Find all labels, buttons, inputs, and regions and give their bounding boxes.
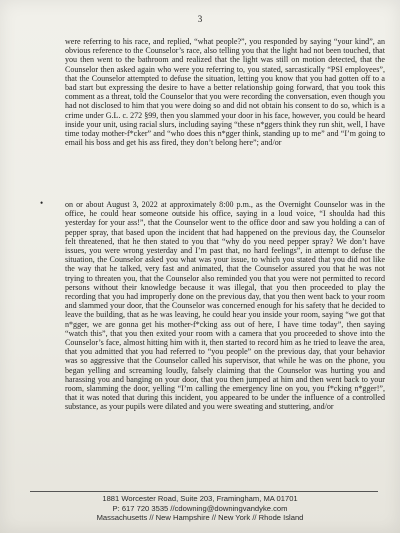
list-bullet: •	[40, 198, 44, 208]
body-paragraph-1: were referring to his race, and replied, “what people?”, you responded by saying “your kind”, an obvious reference to the Counselor’s race, also telling you that the light had not been touched, that you then went to the bathroom and realized that the light was still on motion detected, that the Counselor then asked again who were you referring to, you stated, sarcastically “PSI employees”, that the Counselor attempted to defuse the situation, letting you know that you had gotten off to a bad start but expressing the desire to have a better relationship going forward, that you took this comment as a threat, told the Counselor that you were recording the conversation, even though you had not disclosed to him that you were doing so and did not obtain his consent to do so, which is a crime under G.L. c. 272 §99, then you slammed your door in his face, however, you could be heard inside your unit, using racial slurs, including saying “these n*ggers think they run shit, well, I have time today mother-f*cker” and “who does this n*gger think, standing up to me” and “I’m going to email his boss and get his ass fired, they don’t belong here”; and/or	[65, 37, 385, 148]
page-number: 3	[197, 14, 203, 24]
body-paragraph-2: on or about August 3, 2022 at approximately 8:00 p.m., as the Overnight Counselor was in the office, he could hear someone outside his office, saying in a loud voice, “I shoulda had this yesterday for your ass!”, that the Counselor went to the office door and saw you holding a can of pepper spray, that based upon the incident that had happened on the previous day, the Counselor felt threatened, that he then stated to you that “why do you need pepper spray? We don’t have issues, you were wrong yesterday and I’m past that, no hard feelings”, in attempt to defuse the situation, the Counselor asked you what was your issue, to which you stated that you did not like the way that he talked, very fast and animated, that the Counselor assured you that he was not trying to threaten you, that the Counselor also reminded you that you were not permitted to record persons without their knowledge because it was illegal, that you then proceeded to play the recording that you had improperly done on the previous day, that you then went back to your room and slammed your door, that the Counselor was concerned enough for his safety that he decided to leave the building, that as he was leaving, he could hear you inside your room, saying “we got that n*gger, we are gonna get his mother-f*cking ass out of here, I have time today”, then saying “watch this”, that you then exited your room with a camera that you proceeded to shove into the Counselor’s face, almost hitting him with it, then started to record him as he tried to leave the area, that you admitted that you had referred to “you people” on the previous day, that your behavior was so aggressive that the Counselor called his supervisor, that while he was on the phone, you began yelling and screaming loudly, falsely claiming that the Counselor was hurting you and harassing you and banging on your door, that you then jumped at him and then went back to your room, slamming the door, yelling “I’m calling the emergency line on you, you f*cking n*gger!”, that it was noted that during this incident, you appeared to be under the influence of a controlled substance, as your pupils were dilated and you were sweating and stuttering, and/or	[65, 200, 385, 412]
footer-divider	[30, 491, 378, 492]
footer-states: Massachusetts // New Hampshire // New York // Rhode Island	[96, 513, 304, 523]
footer-contact: P: 617 720 3535 //cdowning@downingvandyke.com	[112, 503, 288, 513]
letterhead-footer	[0, 494, 400, 523]
footer-address: 1881 Worcester Road, Suite 203, Framingham, MA 01701	[102, 494, 298, 503]
